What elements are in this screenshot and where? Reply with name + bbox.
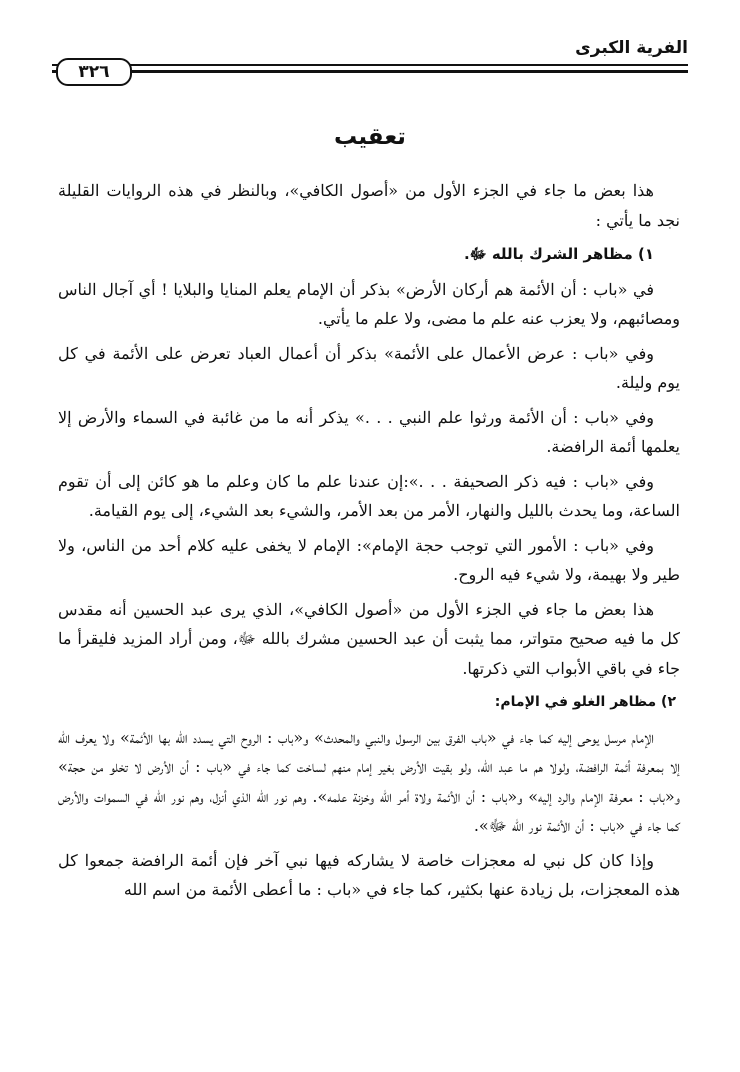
- running-header-title: الفرية الكبرى: [575, 38, 688, 58]
- paragraph: الإمام مرسل يوحى إليه كما جاء في «باب الفرق بين الرسول والنبي والمحدث» و«باب : الروح التي يسدد الله بها الأئمة» ولا يعرف الله إلا بمعرفة أئمة الرافضة، ولولا هم ما عبد الله، ولو بقيت الأرض بغير إمام منهم لساخت كما جاء في «باب : أن الأرض لا تخلو من حجة» و«باب : معرفة الإمام والرد إليه» و«باب : أن الأئمة ولاة أمر الله وخزنة علمه». وهم نور الله الذي أنزل، وهم نور الله في السموات والأرض كما جاء في «باب : أن الأئمة نور الله ﷻ».: [58, 727, 680, 835]
- header-rule-thin: [52, 64, 688, 66]
- paragraph-intro: هذا بعض ما جاء في الجزء الأول من «أصول الكافي»، وبالنظر في هذه الروايات القليلة نجد ما يأتي :: [58, 181, 680, 230]
- paragraph: وفي «باب : الأمور التي توجب حجة الإمام»: الإمام لا يخفى عليه كلام أحد من الناس، ولا طير ولا بهيمة، ولا شيء فيه الروح.: [58, 535, 680, 584]
- paragraph: هذا بعض ما جاء في الجزء الأول من «أصول الكافي»، الذي يرى عبد الحسين أنه مقدس كل ما فيه صحيح متواتر، مما يثبت أن عبد الحسين مشرك بالله ﷻ، ومن أراد المزيد فليقرأ ما جاء في باقي الأبواب التي ذكرتها.: [58, 599, 681, 678]
- paragraph: وفي «باب : فيه ذكر الصحيفة . . .»:إن عندنا علم ما كان وعلم ما هو كائن إلى أن تقوم الساعة، وما يحدث بالليل والنهار، الأمر من بعد الأمر، والشيء بعد الشيء، إلى يوم القيامة.: [58, 471, 680, 520]
- paragraph: وإذا كان كل نبي له معجزات خاصة لا يشاركه فيها نبي آخر فإن أئمة الرافضة جمعوا كل هذه المعجزات، بل زيادة عنها بكثير، كما جاء في «باب : ما أعطى الأئمة من اسم الله: [58, 850, 680, 899]
- paragraph: وفي «باب : عرض الأعمال على الأئمة» بذكر أن أعمال العباد تعرض على الأئمة في كل يوم وليلة.: [58, 343, 680, 392]
- subheading-ghuluw: ٢) مظاهر الغلو في الإمام:: [494, 694, 676, 710]
- body-text: [58, 176, 680, 910]
- page-number: ٣٢٦: [56, 58, 132, 86]
- section-title: تعقيب: [334, 124, 406, 150]
- paragraph: في «باب : أن الأئمة هم أركان الأرض» بذكر أن الإمام يعلم المنايا والبلايا ! أي آجال الناس ومصائبهم، ولا يعزب عنه علم ما مضى، ولا علم ما يأتي.: [58, 279, 680, 328]
- subheading-shirk: ١) مظاهر الشرك بالله ﷻ.: [463, 245, 654, 263]
- paragraph: وفي «باب : أن الأئمة ورثوا علم النبي . . .» يذكر أنه ما من غائبة في السماء والأرض إلا يعلمها أئمة الرافضة.: [58, 407, 680, 456]
- header-rule-thick: [52, 70, 688, 73]
